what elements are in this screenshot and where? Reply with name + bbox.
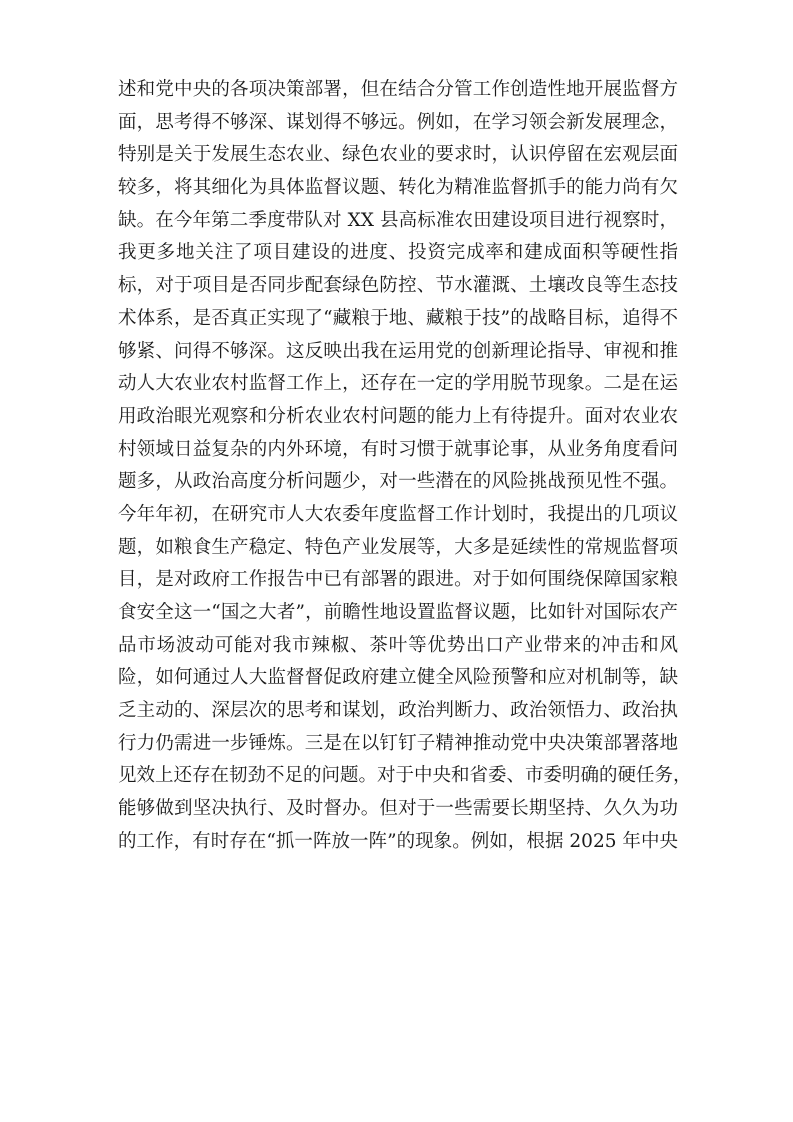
text-line: 村领域日益复杂的内外环境，有时习惯于就事论事，从业务角度看问 (118, 438, 678, 460)
text-line: 乏主动的、深层次的思考和谋划，政治判断力、政治领悟力、政治执 (118, 700, 678, 722)
text-line: 够紧、问得不够深。这反映出我在运用党的创新理论指导、审视和推 (118, 340, 678, 362)
text-line: 动人大农业农村监督工作上，还存在一定的学用脱节现象。二是在运 (118, 373, 678, 395)
text-line: 见效上还存在韧劲不足的问题。对于中央和省委、市委明确的硬任务， (118, 765, 692, 787)
text-line: 较多，将其细化为具体监督议题、转化为精准监督抓手的能力尚有欠 (118, 177, 678, 199)
text-line: 今年年初，在研究市人大农委年度监督工作计划时，我提出的几项议 (118, 503, 678, 525)
text-line: 险，如何通过人大监督督促政府建立健全风险预警和应对机制等，缺 (118, 667, 678, 689)
text-line: 特别是关于发展生态农业、绿色农业的要求时，认识停留在宏观层面 (118, 144, 678, 166)
text-line: 用政治眼光观察和分析农业农村问题的能力上有待提升。面对农业农 (118, 405, 678, 427)
text-line: 题，如粮食生产稳定、特色产业发展等，大多是延续性的常规监督项 (118, 536, 678, 558)
text-line: 目，是对政府工作报告中已有部署的跟进。对于如何围绕保障国家粮 (118, 569, 678, 591)
text-line: 能够做到坚决执行、及时督办。但对于一些需要长期坚持、久久为功 (118, 798, 678, 820)
text-line: 食安全这一“国之大者”，前瞻性地设置监督议题，比如针对国际农产 (118, 602, 678, 623)
text-line: 术体系，是否真正实现了“藏粮于地、藏粮于技”的战略目标，追得不 (118, 307, 678, 329)
text-line: 标，对于项目是否同步配套绿色防控、节水灌溉、土壤改良等生态技 (118, 275, 678, 297)
text-line: 行力仍需进一步锤炼。三是在以钉钉子精神推动党中央决策部署落地 (118, 732, 678, 754)
text-line: 我更多地关注了项目建设的进度、投资完成率和建成面积等硬性指 (118, 242, 678, 264)
text-line: 缺。在今年第二季度带队对 XX 县高标准农田建设项目进行视察时， (118, 209, 678, 231)
text-line: 述和党中央的各项决策部署，但在结合分管工作创造性地开展监督方 (118, 79, 678, 100)
text-line: 题多，从政治高度分析问题少，对一些潜在的风险挑战预见性不强。 (118, 471, 678, 493)
body-paragraph (118, 74, 692, 859)
text-line: 的工作，有时存在“抓一阵放一阵”的现象。例如，根据 2025 年中央 (118, 830, 678, 852)
text-line: 品市场波动可能对我市辣椒、茶叶等优势出口产业带来的冲击和风 (118, 634, 678, 656)
text-line: 面，思考得不够深、谋划得不够远。例如，在学习领会新发展理念， (118, 111, 678, 133)
